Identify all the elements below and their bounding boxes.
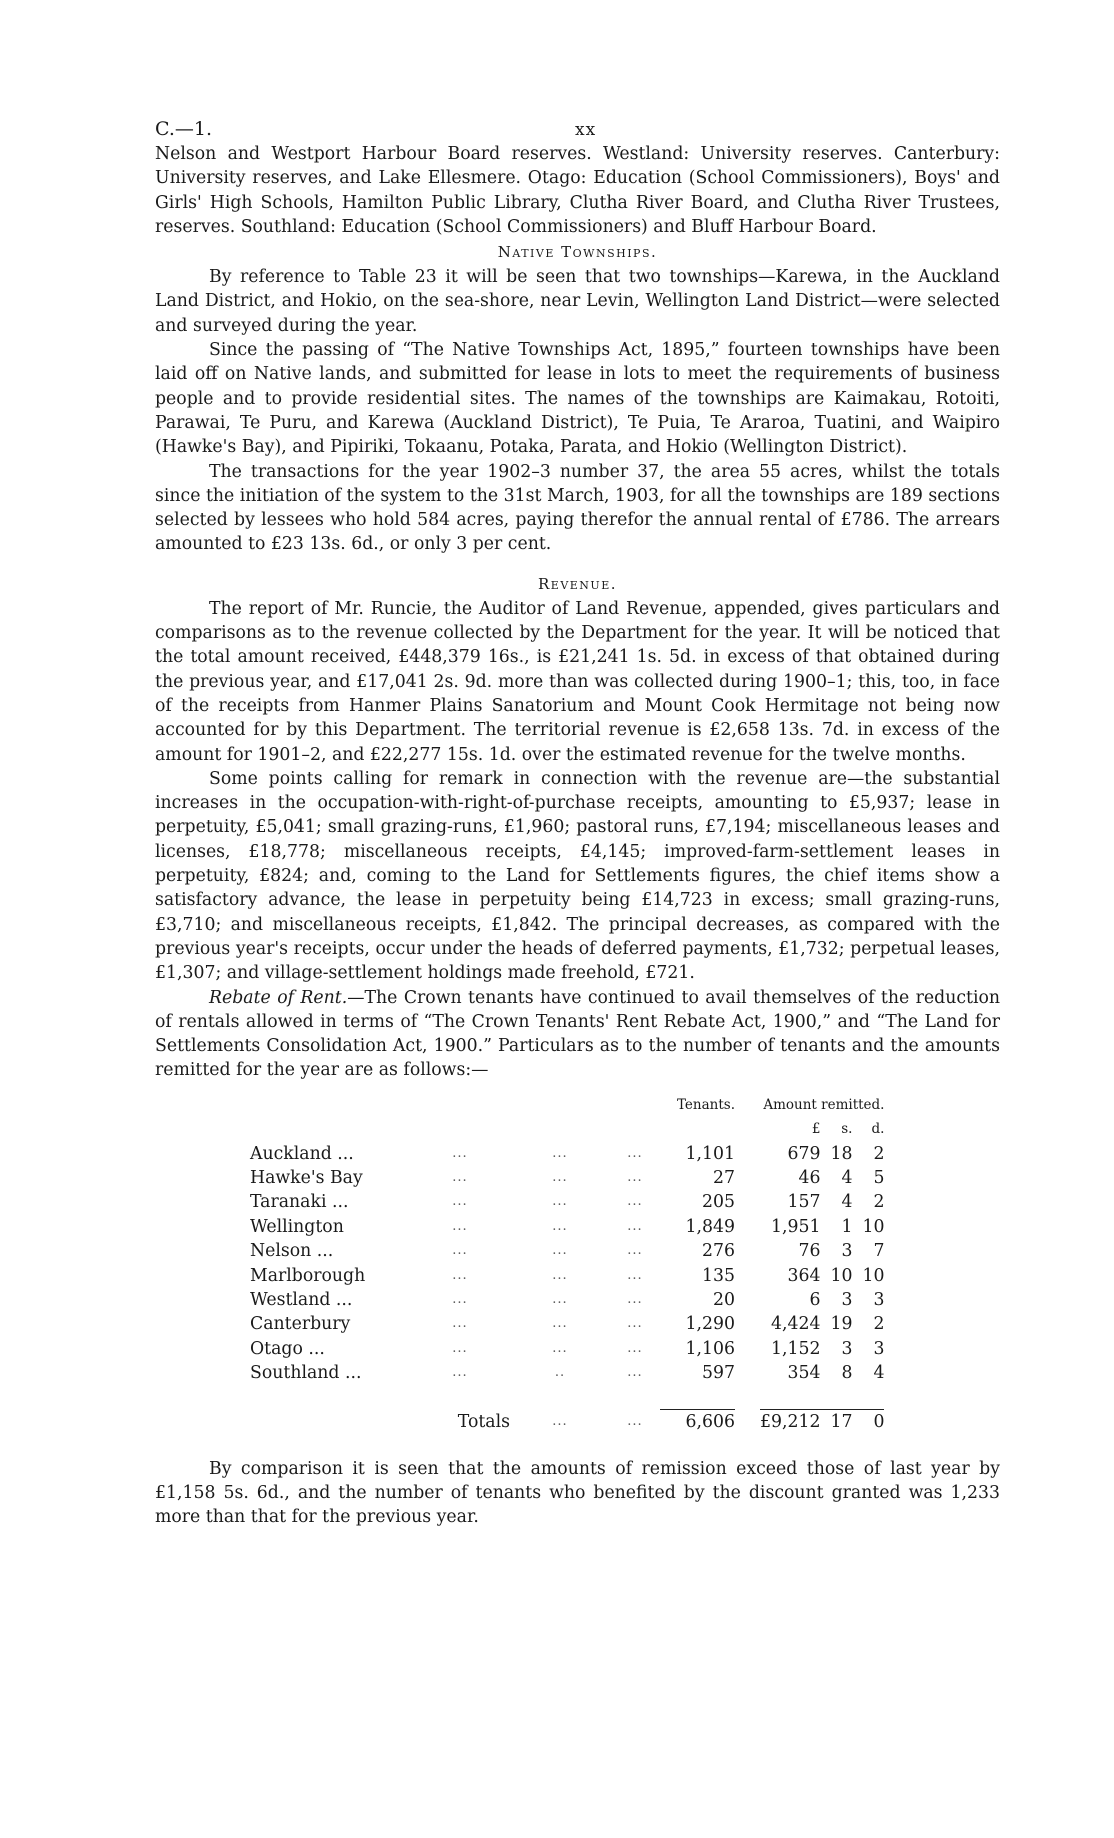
rebate-table <box>250 1093 884 1435</box>
tenants-value: 1,106 <box>685 1338 735 1359</box>
dot-leader: ... <box>627 1291 643 1307</box>
dot-leader: ... <box>552 1291 568 1307</box>
tenants-value: 1,849 <box>685 1216 735 1237</box>
table-body <box>250 1142 884 1386</box>
dot-leader: ... <box>627 1145 643 1161</box>
pounds-value: 46 <box>798 1167 821 1188</box>
district-name: Hawke's Bay <box>250 1167 363 1188</box>
pence-value: 3 <box>873 1289 885 1310</box>
shillings-value: 4 <box>841 1167 853 1188</box>
dot-leader: ... <box>627 1218 643 1234</box>
pounds-value: 364 <box>787 1265 821 1286</box>
district-name: Nelson ... <box>250 1241 334 1262</box>
pounds-value: 4,424 <box>770 1314 821 1335</box>
shillings-value: 19 <box>830 1314 853 1335</box>
dot-leader: ... <box>452 1267 468 1283</box>
pounds-value: 6 <box>809 1289 821 1310</box>
table-row <box>250 1142 884 1166</box>
dot-leader: ... <box>552 1340 568 1356</box>
shillings-value: 18 <box>830 1143 853 1164</box>
tenants-value: 205 <box>702 1192 735 1213</box>
document-reference: C.—1. <box>155 118 213 140</box>
table-header-row <box>250 1093 884 1117</box>
tenants-value: 1,101 <box>685 1143 735 1164</box>
shillings-value: 3 <box>841 1289 853 1310</box>
dot-leader: .. <box>554 1365 566 1381</box>
dot-leader: ... <box>627 1169 643 1185</box>
native-paragraph-3: The transactions for the year 1902–3 number 37, the area 55 acres, whilst the totals since the initiation of the system to the 31st March, 1903, for all the townships are 189 sections selected by lessees who hold 584 acres, paying therefor the annual rental of £786. The arrears amounted to £23 13s. 6d., or only 3 per cent. <box>155 461 1000 555</box>
dot-leader: ... <box>552 1218 568 1234</box>
revenue-paragraph-2: Some points calling for remark in connection with the revenue are—the substantial increases in the occupation-with-right-of-purchase receipts, amounting to £5,937; lease in perpetuity, £5,041; small grazing-runs, £1,960; pastoral runs, £7,194; miscellaneous leases and licenses, £18,778; miscellaneous receipts, £4,145; improved-farm-settlement leases in perpetuity, £824; and, coming to the Land for Settlements figures, the chief items show a satisfactory advance, the lease in perpetuity being £14,723 in excess; small grazing-runs, £3,710; and miscellaneous receipts, £1,842. The principal decreases, as compared with the previous year's receipts, occur under the heads of deferred payments, £1,732; perpetual leases, £1,307; and village-settlement holdings made freehold, £721. <box>155 768 1000 984</box>
dot-leader: ... <box>552 1194 568 1210</box>
table-row <box>250 1361 884 1385</box>
pounds-value: 679 <box>787 1143 821 1164</box>
pence-value: 2 <box>873 1192 885 1213</box>
dot-leader: ... <box>627 1365 643 1381</box>
dot-leader: ... <box>552 1243 568 1259</box>
unit-shillings: s. <box>841 1121 853 1138</box>
revenue-paragraph-1: The report of Mr. Runcie, the Auditor of Land Revenue, appended, gives particulars and comparisons as to the revenue collected by the Department for the year. It will be noticed that the total amount received, £448,379 16s., is £21,241 1s. 5d. in excess of that obtained during the previous year, and £17,041 2s. 9d. more than was collected during 1900–1; this, too, in face of the receipts from Hanmer Plains Sanatorium and Mount Cook Hermitage not being now accounted for by this Department. The territorial revenue is £2,658 13s. 7d. in excess of the amount for 1901–2, and £22,277 15s. 1d. over the estimated revenue for the twelve months. <box>155 598 1000 765</box>
unit-pounds: £ <box>811 1121 821 1138</box>
rebate-text: —The Crown tenants have continued to avail themselves of the reduction of rentals allowed in terms of “The Crown Tenants' Rent Rebate Act, 1900,” and “The Land for Settlements Consolidation Act, 1900.” Particulars as to the number of tenants and the amounts remitted for the year are as follows:— <box>155 987 1001 1081</box>
pence-value: 4 <box>873 1363 885 1384</box>
amount-column-header: Amount remitted. <box>763 1096 885 1113</box>
tenants-value: 20 <box>713 1289 735 1310</box>
tenants-column-header: Tenants. <box>676 1096 735 1113</box>
pounds-value: 76 <box>798 1241 821 1262</box>
table-row <box>250 1337 884 1361</box>
pence-value: 10 <box>862 1216 885 1237</box>
totals-leader: ... <box>627 1414 643 1430</box>
dot-leader: ... <box>452 1218 468 1234</box>
pounds-value: 157 <box>787 1192 821 1213</box>
district-name: Auckland ... <box>250 1143 354 1164</box>
dot-leader: ... <box>452 1145 468 1161</box>
dot-leader: ... <box>552 1267 568 1283</box>
page-header <box>155 118 1000 142</box>
table-row <box>250 1215 884 1239</box>
totals-tenants: 6,606 <box>685 1412 735 1433</box>
totals-label: Totals <box>457 1412 510 1433</box>
pence-value: 5 <box>873 1167 885 1188</box>
rebate-paragraph <box>155 986 1000 1083</box>
dot-leader: ... <box>627 1194 643 1210</box>
page-number: xx <box>575 120 597 140</box>
district-name: Taranaki ... <box>250 1192 349 1213</box>
table-row <box>250 1312 884 1336</box>
pence-value: 10 <box>862 1265 885 1286</box>
dot-leader: ... <box>627 1267 643 1283</box>
dot-leader: ... <box>452 1169 468 1185</box>
dot-leader: ... <box>452 1316 468 1332</box>
table-row <box>250 1166 884 1190</box>
tenants-value: 1,290 <box>685 1314 735 1335</box>
tenants-value: 27 <box>713 1167 735 1188</box>
dot-leader: ... <box>627 1340 643 1356</box>
pounds-value: 1,152 <box>770 1338 821 1359</box>
totals-pounds: £9,212 <box>760 1412 821 1433</box>
dot-leader: ... <box>552 1169 568 1185</box>
page <box>155 118 1000 1530</box>
dot-leader: ... <box>627 1243 643 1259</box>
totals-pence: 0 <box>873 1412 885 1433</box>
district-name: Otago ... <box>250 1338 325 1359</box>
closing-paragraph: By comparison it is seen that the amounts of remission exceed those of last year by £1,158 5s. 6d., and the number of tenants who benefited by the discount granted was 1,233 more than that for the previous year. <box>155 1458 1000 1528</box>
district-name: Wellington <box>250 1216 344 1237</box>
dot-leader: ... <box>552 1316 568 1332</box>
unit-pence: d. <box>871 1121 885 1138</box>
shillings-value: 3 <box>841 1338 853 1359</box>
shillings-value: 1 <box>841 1216 853 1237</box>
table-row <box>250 1239 884 1263</box>
table-rule-row <box>250 1386 884 1410</box>
native-townships-heading: Native Townships. <box>497 243 658 262</box>
tenants-value: 276 <box>702 1241 735 1262</box>
dot-leader: ... <box>452 1291 468 1307</box>
table-unit-row <box>250 1117 884 1141</box>
table-row <box>250 1264 884 1288</box>
pence-value: 2 <box>873 1314 885 1335</box>
tenants-value: 597 <box>702 1363 735 1384</box>
table-row <box>250 1288 884 1312</box>
native-paragraph-2: Since the passing of “The Native Townships Act, 1895,” fourteen townships have been laid off on Native lands, and submitted for lease in lots to meet the requirements of business people and to provide residential sites. The names of the townships are Kaimakau, Rotoiti, Parawai, Te Puru, and Karewa (Auckland District), Te Puia, Te Araroa, Tuatini, and Waipiro (Hawke's Bay), and Pipiriki, Tokaanu, Potaka, Parata, and Hokio (Wellington District). <box>155 340 1000 458</box>
native-paragraph-1: By reference to Table 23 it will be seen that two townships—Karewa, in the Auckland Land District, and Hokio, on the sea-shore, near Levin, Wellington Land District—were selected and surveyed during the year. <box>155 267 1000 336</box>
tenants-value: 135 <box>702 1265 735 1286</box>
dot-leader: ... <box>452 1243 468 1259</box>
shillings-value: 4 <box>841 1192 853 1213</box>
table-row <box>250 1190 884 1214</box>
district-name: Southland ... <box>250 1363 362 1384</box>
district-name: Marlborough <box>250 1265 366 1286</box>
revenue-heading: Revenue. <box>538 574 617 593</box>
intro-paragraph: Nelson and Westport Harbour Board reserves. Westland: University reserves. Canterbury: University reserves, and Lake Ellesmere. Otago: Education (School Commissioners), Boys' and Girls' High Schools, Hamilton Public Library, Clutha River Board, and Clutha River Trustees, reserves. Southland: Education (School Commissioners) and Bluff Harbour Board. <box>155 144 1000 237</box>
dot-leader: ... <box>452 1194 468 1210</box>
district-name: Canterbury <box>250 1314 351 1335</box>
district-name: Westland ... <box>250 1289 353 1310</box>
dot-leader: ... <box>452 1365 468 1381</box>
totals-leader: ... <box>552 1414 568 1430</box>
pounds-value: 354 <box>787 1363 821 1384</box>
pence-value: 3 <box>873 1338 885 1359</box>
totals-shillings: 17 <box>830 1412 853 1433</box>
totals-row <box>250 1410 884 1435</box>
dot-leader: ... <box>627 1316 643 1332</box>
shillings-value: 3 <box>841 1241 853 1262</box>
pounds-value: 1,951 <box>770 1216 821 1237</box>
dot-leader: ... <box>452 1340 468 1356</box>
dot-leader: ... <box>552 1145 568 1161</box>
rebate-label: Rebate of Rent. <box>209 987 348 1008</box>
pence-value: 2 <box>873 1143 885 1164</box>
shillings-value: 10 <box>830 1265 853 1286</box>
shillings-value: 8 <box>841 1363 853 1384</box>
pence-value: 7 <box>873 1241 885 1262</box>
